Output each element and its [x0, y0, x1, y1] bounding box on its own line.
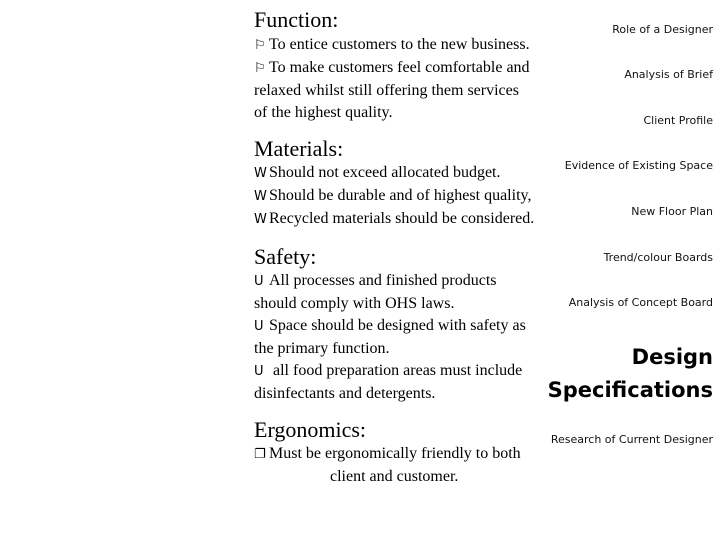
ergonomics-text [254, 443, 521, 488]
nav-link-analysis-of-concept-board[interactable]: Analysis of Concept Board [568, 296, 713, 309]
safety-line-3: U Space should be designed with safety as [254, 315, 526, 338]
safety-line-6: disinfectants and detergents. [254, 385, 436, 402]
flag-icon: ⚐ [254, 61, 266, 76]
w-bullet-icon: W [254, 189, 267, 204]
nav-link-trend-colour-boards[interactable]: Trend/colour Boards [603, 251, 713, 264]
safety-text [254, 270, 526, 405]
function-line-3: relaxed whilst still offering them services [254, 82, 519, 99]
safety-line-2: should comply with OHS laws. [254, 295, 455, 312]
safety-line-1: U All processes and finished products [254, 270, 526, 293]
safety-line-4: the primary function. [254, 340, 390, 357]
function-line-1: ⚐ To entice customers to the new business. [254, 34, 530, 57]
ergonomics-line-1: ❐ Must be ergonomically friendly to both [254, 443, 521, 466]
materials-line-1: W Should not exceed allocated budget. [254, 162, 534, 185]
materials-heading: Materials: [254, 136, 344, 161]
ergonomics-line-2: client and customer. [330, 468, 459, 485]
materials-text [254, 162, 534, 231]
function-text [254, 34, 530, 124]
page-title-line-2: Specifications [547, 378, 713, 402]
page-title-line-1: Design [631, 345, 713, 369]
function-line-2: ⚐ To make customers feel comfortable and [254, 57, 530, 80]
materials-line-3: W Recycled materials should be considered. [254, 208, 534, 231]
nav-link-role-of-a-designer[interactable]: Role of a Designer [612, 23, 713, 36]
u-bullet-icon: U [254, 364, 264, 379]
flag-icon: ⚐ [254, 38, 266, 53]
nav-link-analysis-of-brief[interactable]: Analysis of Brief [624, 68, 713, 81]
u-bullet-icon: U [254, 319, 264, 334]
nav-link-evidence-of-existing-space[interactable]: Evidence of Existing Space [564, 159, 713, 172]
function-line-4: of the highest quality. [254, 104, 393, 121]
nav-link-client-profile[interactable]: Client Profile [643, 114, 713, 127]
nav-link-research-of-current-designer[interactable]: Research of Current Designer [550, 433, 713, 446]
safety-line-5: U all food preparation areas must include [254, 360, 526, 383]
nav-link-new-floor-plan[interactable]: New Floor Plan [631, 205, 713, 218]
ergonomics-heading: Ergonomics: [254, 417, 367, 442]
w-bullet-icon: W [254, 166, 267, 181]
checkbox-icon: ❐ [254, 447, 266, 462]
w-bullet-icon: W [254, 212, 267, 227]
safety-heading: Safety: [254, 244, 317, 269]
materials-line-2: W Should be durable and of highest quality, [254, 185, 534, 208]
u-bullet-icon: U [254, 274, 264, 289]
function-heading: Function: [254, 7, 339, 32]
